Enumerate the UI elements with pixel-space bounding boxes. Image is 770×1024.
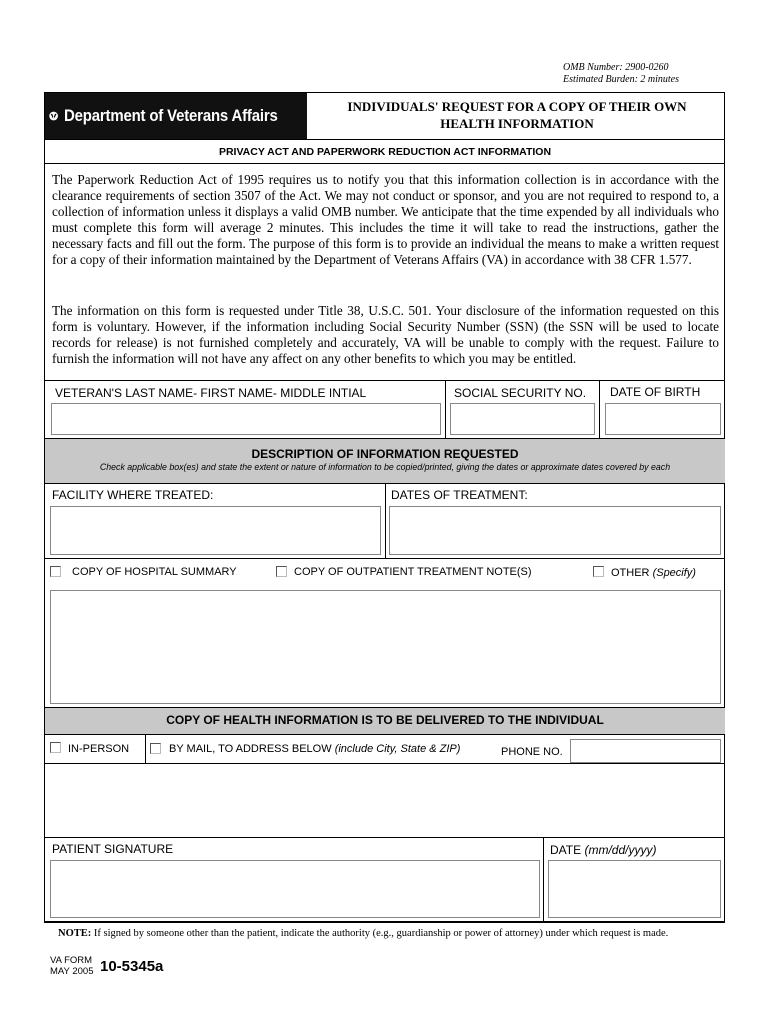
estimated-burden: Estimated Burden: 2 minutes [563,74,680,85]
ssn-label: SOCIAL SECURITY NO. [454,386,587,400]
dates-label: DATES OF TREATMENT: [391,488,528,502]
outpatient-notes-label: COPY OF OUTPATIENT TREATMENT NOTE(S) [294,566,532,578]
signature-date-field[interactable] [548,860,721,918]
veteran-name-label: VETERAN'S LAST NAME- FIRST NAME- MIDDLE INTIAL [55,386,367,400]
va-logo [45,93,307,139]
by-mail-note: (include City, State & ZIP) [334,743,461,755]
date-format: (mm/dd/yyyy) [584,843,657,857]
privacy-paragraph-2: The information on this form is requested under Title 38, U.S.C. 501. Your disclosure of the information requested on this form is voluntary. However, if the information including Social Security Number (SSN) (the SSN will be used to locate records for release) is not furnished completely and accurately, VA will be unable to comply with the request. Failure to furnish the information will not have any affect on any other benefits to which you may be entitled. [52,303,719,367]
date-label [550,843,656,857]
in-person-label: IN-PERSON [68,743,130,755]
description-subheading: Check applicable box(es) and state the extent or nature of information to be copied/printed, giving the dates or approximate dates covered by each [99,462,671,472]
divider [385,484,386,558]
omb-number: OMB Number: 2900-0260 [563,62,669,73]
signature-field[interactable] [50,860,540,918]
date-text: DATE [550,843,582,857]
description-band [45,438,725,484]
omb-info [563,62,679,86]
title-line-2: HEALTH INFORMATION [440,116,594,131]
divider [45,163,725,164]
facility-field[interactable] [50,506,381,555]
va-seal-icon [49,99,58,133]
divider [45,380,725,381]
divider [45,837,725,838]
divider [445,380,446,438]
delivery-heading: COPY OF HEALTH INFORMATION IS TO BE DELIVERED TO THE INDIVIDUAL [166,713,604,727]
privacy-heading: PRIVACY ACT AND PAPERWORK REDUCTION ACT INFORMATION [218,146,552,158]
phone-field[interactable] [570,739,721,763]
note-text: If signed by someone other than the patient, indicate the authority (e.g., guardianship or power of attorney) under which request is made. [93,928,669,939]
form-date: MAY 2005 [50,966,94,977]
divider [307,139,725,140]
veteran-name-field[interactable] [51,403,441,435]
divider [45,139,307,140]
form-number: 10-5345a [100,958,164,975]
other-specify-text: (Specify) [652,567,696,579]
hospital-summary-checkbox[interactable] [50,566,61,577]
other-text: OTHER [611,567,650,579]
by-mail-text: BY MAIL, TO ADDRESS BELOW [169,743,332,755]
va-form-label: VA FORM [50,955,93,966]
other-label [611,567,696,579]
by-mail-checkbox[interactable] [150,743,161,754]
facility-label: FACILITY WHERE TREATED: [52,488,214,502]
phone-label: PHONE NO. [501,746,563,758]
dob-field[interactable] [605,403,721,435]
divider [45,921,725,922]
title-line-1: INDIVIDUALS' REQUEST FOR A COPY OF THEIR OWN [347,99,687,114]
outpatient-notes-checkbox[interactable] [276,566,287,577]
divider [45,763,725,764]
dob-label: DATE OF BIRTH [610,385,701,399]
description-heading: DESCRIPTION OF INFORMATION REQUESTED [251,447,519,461]
dates-field[interactable] [389,506,721,555]
privacy-paragraph-1: The Paperwork Reduction Act of 1995 requires us to notify you that this information collection is in accordance with the clearance requirements of section 3507 of the Act. We may not conduct or sponsor, and you are not required to respond to, a collection of information unless it displays a valid OMB number. We anticipate that the time expended by all individuals who must complete this form will average 2 minutes. This includes the time it will take to read the instructions, gather the necessary facts and fill out the form. The purpose of this form is to provide an individual the means to make a written request for a copy of their information maintained by the Department of Veterans Affairs (VA) in accordance with 38 CFR 1.577. [52,172,719,268]
divider [145,735,146,763]
hospital-summary-label: COPY OF HOSPITAL SUMMARY [72,566,237,578]
ssn-field[interactable] [450,403,595,435]
other-checkbox[interactable] [593,566,604,577]
divider [599,380,600,438]
divider [543,837,544,921]
address-field[interactable] [46,765,723,836]
signature-label: PATIENT SIGNATURE [52,842,174,856]
logo-text: Department of Veterans Affairs [64,106,278,125]
divider [45,558,725,559]
note [58,928,668,939]
in-person-checkbox[interactable] [50,742,61,753]
form-identifier [50,955,93,977]
form-title [310,98,724,132]
information-details-field[interactable] [50,590,721,704]
by-mail-label [169,743,460,755]
note-label: NOTE: [58,928,92,939]
